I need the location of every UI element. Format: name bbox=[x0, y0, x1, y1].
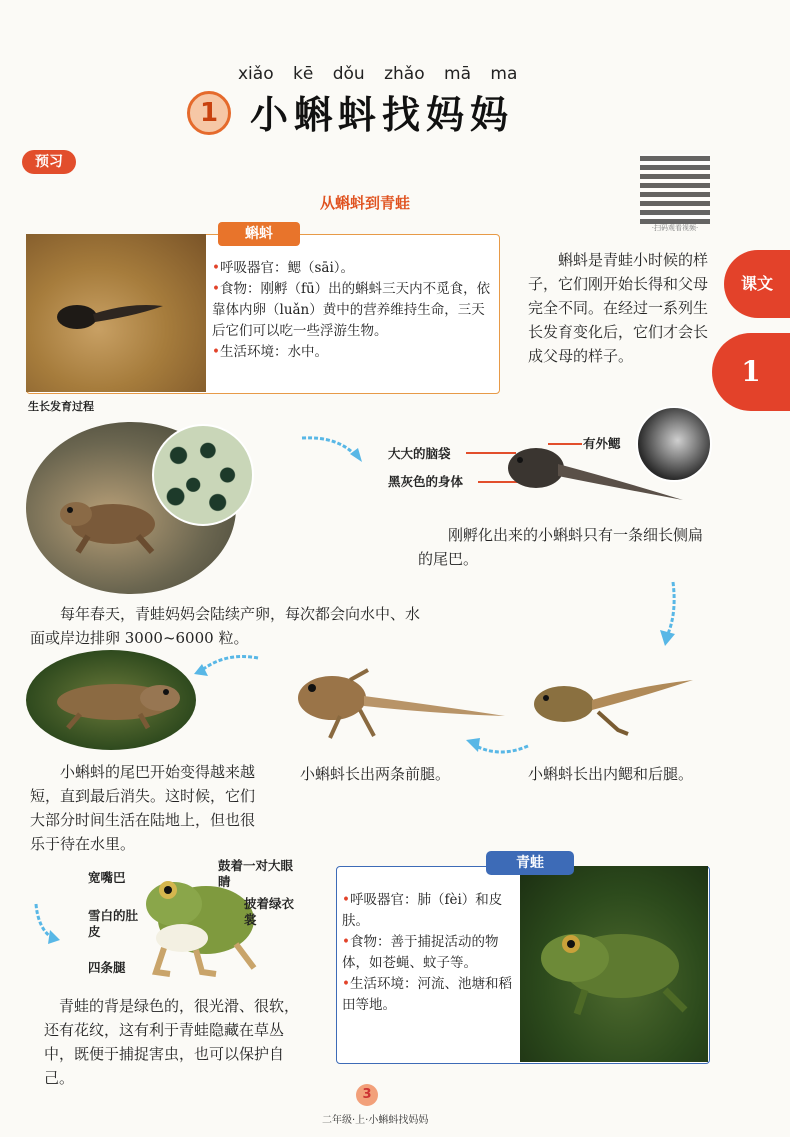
process-label: 生长发育过程 bbox=[28, 400, 94, 413]
page-number: 3 bbox=[356, 1084, 378, 1106]
arrow-icon bbox=[30, 900, 66, 946]
annotation-green-coat: 披着绿衣裳 bbox=[244, 896, 295, 927]
tail-caption: 小蝌蚪的尾巴开始变得越来越短，直到最后消失。这时候，它们大部分时间生活在陆地上，但也很乐于待在水里。 bbox=[30, 763, 256, 853]
annotation-big-eyes: 鼓着一对大眼睛 bbox=[218, 858, 294, 889]
side-tab-number: 1 bbox=[712, 333, 790, 411]
annotation-four-legs: 四条腿 bbox=[88, 960, 126, 975]
tadpole-fact-food: •食物：刚孵（fū）出的蝌蚪三天内不觅食，依靠体内卵（luǎn）黄中的营养维持生命，三天后它们可以吃一些浮游生物。 bbox=[212, 281, 491, 339]
gill-zoom-image bbox=[636, 406, 712, 482]
intro-paragraph: 蝌蚪是青蛙小时候的样子，它们刚开始长得和父母完全不同。在经过一系列生长发育变化后，它们才会长成父母的样子。 bbox=[528, 251, 709, 365]
arrow-icon bbox=[298, 432, 368, 464]
frog-fact-breathing: •呼吸器官：肺（fèi）和皮肤。 bbox=[342, 892, 503, 929]
annotation-external-gills: 有外鳃 bbox=[583, 436, 621, 451]
annotation-white-belly: 雪白的肚皮 bbox=[88, 908, 139, 939]
qr-caption: ·扫码观看视频· bbox=[651, 224, 699, 232]
title-pinyin: xiǎo kē dǒu zhǎo mā ma bbox=[238, 64, 518, 84]
frog-on-eggs-image bbox=[48, 486, 168, 556]
hatchling-caption: 刚孵化出来的小蝌蚪只有一条细长侧扁的尾巴。 bbox=[418, 526, 704, 568]
eggs-zoom-image bbox=[152, 424, 254, 526]
frog-caption: 青蛙的背是绿色的，很光滑、很软，还有花纹，这有利于青蛙隐藏在草丛中，既便于捕捉害虫，也可以保护自己。 bbox=[44, 997, 300, 1087]
lesson-number: 1 bbox=[187, 91, 231, 135]
tadpole-image bbox=[55, 300, 165, 330]
frog-fact-habitat: •生活环境：河流、池塘和稻田等地。 bbox=[342, 976, 512, 1013]
tadpole-fact-habitat: •生活环境：水中。 bbox=[212, 344, 328, 360]
annotation-wide-mouth: 宽嘴巴 bbox=[88, 870, 126, 885]
tadpole-fact-breathing: •呼吸器官：鳃（sāi）。 bbox=[212, 260, 355, 276]
tadpole-tag: 蝌蚪 bbox=[218, 222, 300, 246]
frog-facts bbox=[342, 890, 518, 1016]
spawning-caption: 每年春天，青蛙妈妈会陆续产卵，每次都会向水中、水面或岸边排卵 3000~6000 粒。 bbox=[30, 605, 421, 647]
hindlegs-caption: 小蝌蚪长出内鳃和后腿。 bbox=[528, 765, 694, 783]
tadpole-facts bbox=[212, 258, 492, 363]
adult-frog-image bbox=[525, 910, 705, 1020]
page-footer: 二年级·上·小蝌蚪找妈妈 bbox=[322, 1115, 429, 1126]
frog-tag: 青蛙 bbox=[486, 851, 574, 875]
qr-code-icon[interactable] bbox=[640, 154, 710, 224]
tadpole-hindlegs-image bbox=[528, 668, 698, 738]
page-title: 小蝌蚪找妈妈 bbox=[250, 92, 515, 137]
annotation-big-head: 大大的脑袋 bbox=[388, 446, 451, 461]
young-frog-image bbox=[40, 670, 190, 730]
arrow-icon bbox=[462, 730, 532, 760]
preview-badge: 预习 bbox=[22, 150, 76, 174]
arrow-icon bbox=[190, 650, 262, 680]
arrow-icon bbox=[655, 578, 685, 648]
frog-fact-food: •食物：善于捕捉活动的物体，如苍蝇、蚊子等。 bbox=[342, 934, 499, 971]
section-subtitle: 从蝌蚪到青蛙 bbox=[320, 194, 411, 212]
side-tab-label: 课文 bbox=[724, 250, 790, 318]
forelegs-caption: 小蝌蚪长出两条前腿。 bbox=[300, 765, 451, 783]
annotation-dark-body: 黑灰色的身体 bbox=[388, 474, 464, 489]
